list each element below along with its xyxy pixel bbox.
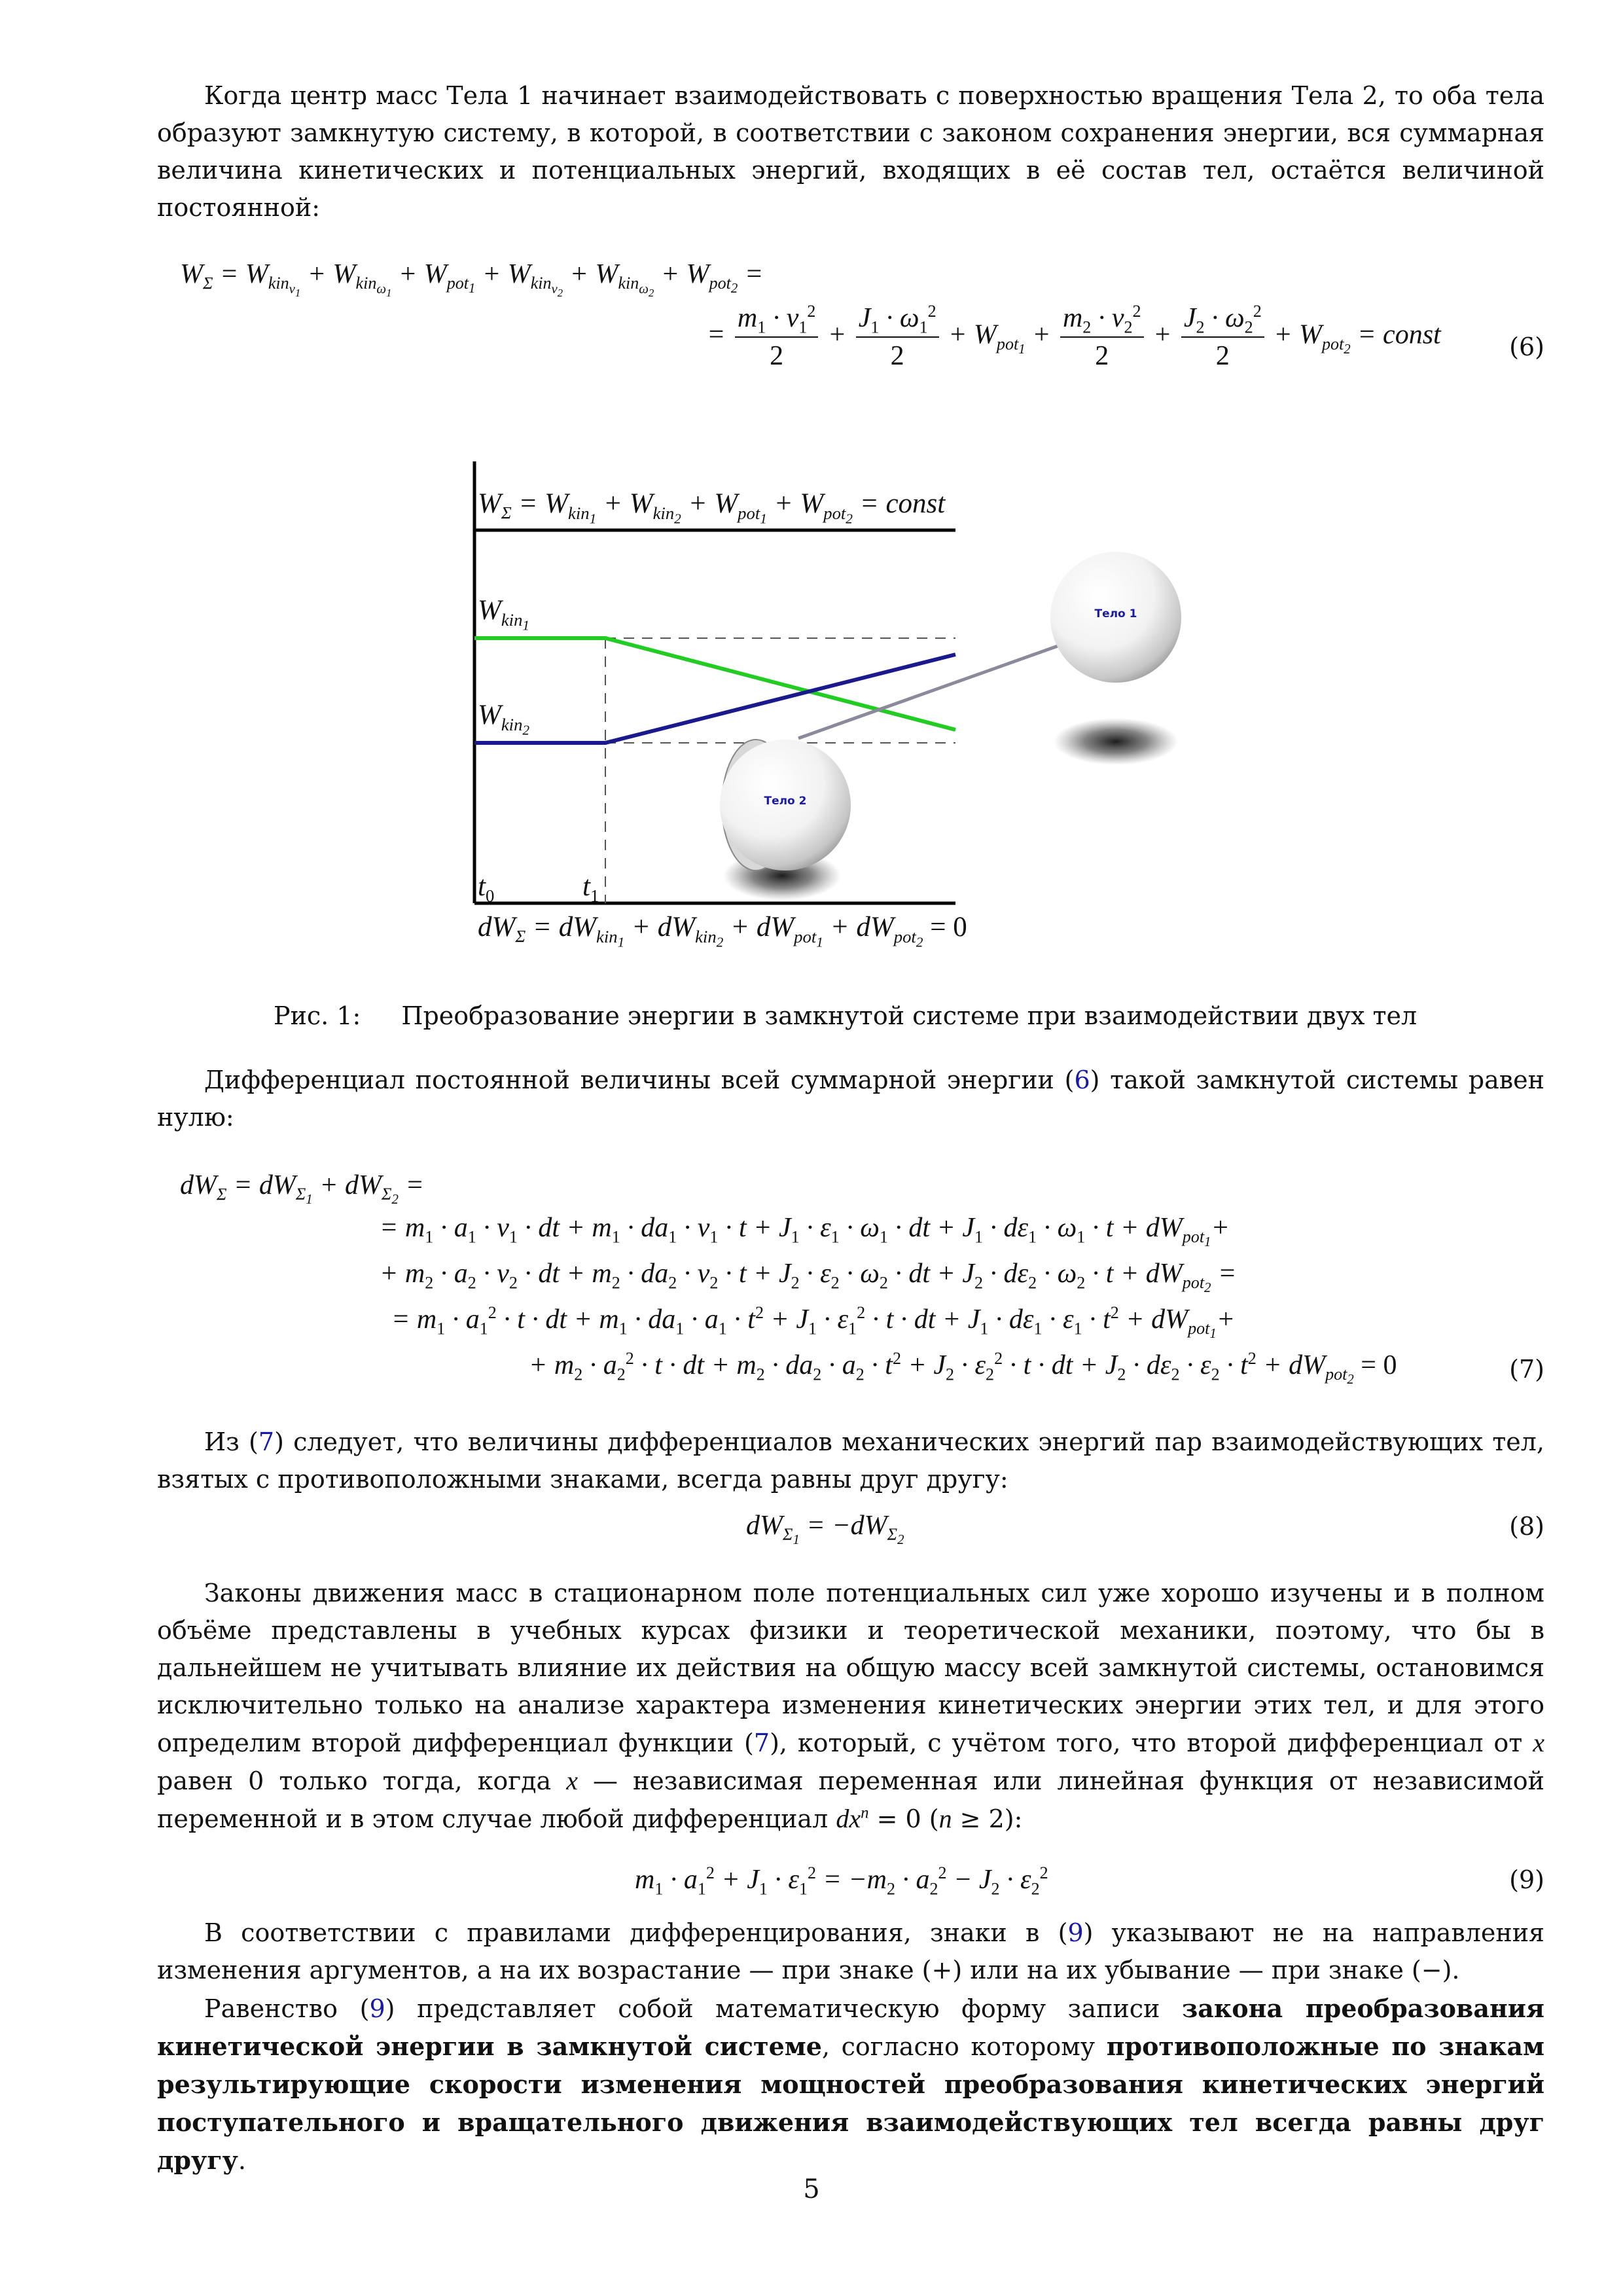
ref-eq9-second[interactable]: 9 <box>369 1994 385 2023</box>
body2-label: Тело 2 <box>764 795 807 808</box>
figure-caption <box>274 1001 1417 1030</box>
caption-prefix: Рис. 1: <box>274 1001 361 1030</box>
ref-eq9[interactable]: 9 <box>1067 1918 1084 1947</box>
law-name-bold: закона преобразования кинетической энергии в замкнутой системе <box>157 1994 1545 2061</box>
law-content-bold: противоположные по знакам результирующие скорости изменения мощностей преобразования кинетических энергий поступательного и вращательного движения взаимодействующих тел всегда равны друг другу <box>157 2032 1544 2175</box>
equation-6-line1: $W_\Sigma = W_{kin_{v_1}} + W_{kin_{\omega_1}} + W_{pot_1} + W_{kin_{v_2}} + W_{kin_{\omega_2}} + W_{pot_2}$ = <box>180 259 764 299</box>
ref-eq7[interactable]: 7 <box>258 1427 275 1456</box>
ref-eq7-second[interactable]: 7 <box>753 1729 770 1757</box>
label-differential-zero: $dW_\Sigma = dW_{kin_1} + dW_{kin_2} + dW_{pot_1} + dW_{pot_2} = 0$ <box>478 912 967 950</box>
equation-7-line3: + $m_2 \cdot a_2 \cdot v_2$ · dt + $m_2 \cdot da_2 \cdot v_2 \cdot t + J_2 \cdot \varepsilon_2 \cdot \omega_2$ · dt + $J_2 \cdot d\varepsilon_2 \cdot \omega_2 \cdot t + dW_{pot_2}$ = <box>380 1259 1237 1296</box>
energy-diagram-svg <box>458 452 1243 962</box>
paragraph-differentiation-rules: В соответствии с правилами дифференцирования, знаки в (9) указывают не на направления изменения аргументов, а на их возрастание — при знаке (+) или на их убывание — при знаке (−). <box>157 1918 1545 1984</box>
label-t0: $t_0$ <box>478 871 495 906</box>
ref-eq6[interactable]: 6 <box>1074 1066 1090 1094</box>
paragraph-law-statement: Равенство (9) представляет собой математическую форму записи закона преобразования кинетической энергии в замкнутой системе, согласно которому противоположные по знакам результирующие скорости изменения мощностей преобразования кинетических энергий поступательного и вращательного движения взаимодействующих тел всегда равны друг другу. <box>157 1994 1545 2175</box>
body1-shadow <box>1054 718 1178 765</box>
label-t1: $t_1$ <box>582 871 599 906</box>
equation-7-line5: + $m_2 \cdot a_2^2 \cdot t$ · dt + $m_2 \cdot da_2 \cdot a_2 \cdot t^2 + J_2 \cdot \varepsilon_2^2 \cdot t$ · dt + $J_2 \cdot d\varepsilon_2 \cdot \varepsilon_2 \cdot t^2 + dW_{pot_2} = 0$ <box>529 1349 1397 1388</box>
equation-7-line1: $dW_\Sigma = dW_{\Sigma_1} + dW_{\Sigma_2}$ = <box>180 1170 424 1208</box>
equation-7-line2: = $m_1 \cdot a_1 \cdot v_1$ · dt + $m_1 \cdot da_1 \cdot v_1 \cdot t + J_1 \cdot \varepsilon_1 \cdot \omega_1$ · dt + $J_1 \cdot d\varepsilon_1 \cdot \omega_1 \cdot t + dW_{pot_1}+$ <box>380 1213 1230 1250</box>
equation-8: $dW_{\Sigma_1} = -dW_{\Sigma_2}$ <box>746 1511 904 1548</box>
paragraph-motion-laws: Законы движения масс в стационарном поле потенциальных сил уже хорошо изучены и в полном объёме представлены в учебных курсах физики и теоретической механики, поэтому, что бы в дальнейшем не учитывать влияние их действия на общую массу всей замкнутой системы, остановимся исключительно только на анализе характера изменения кинетических энергии этих тел, и для этого определим второй дифференциал функции (7), который, с учётом того, что второй дифференциал от x равен 0 только тогда, когда x — независимая переменная или линейная функция от независимой переменной и в этом случае любой дифференциал $dx^n = 0$ (n ≥ 2): <box>157 1579 1545 1833</box>
equation-6-line2: = $\frac{m_1 \cdot v_1^2}{2}$ + $\frac{J_1 \cdot \omega_1^2}{2}$ + $W_{pot_1}$ + $\frac{m_2 \cdot v_2^2}{2}$ + $\frac{J_2 \cdot \omega_2^2}{2}$ + $W_{pot_2}$ = const <box>707 302 1441 371</box>
paragraph-consequence: Из (7) следует, что величины дифференциалов механических энергий пар взаимодействующих тел, взятых с противоположными знаками, всегда равны друг другу: <box>157 1427 1544 1494</box>
equation-6-number: (6) <box>1509 332 1544 361</box>
label-total-energy: $W_\Sigma = W_{kin_1} + W_{kin_2} + W_{pot_1} + W_{pot_2}$ = const <box>478 488 946 526</box>
paragraph-differential: Дифференциал постоянной величины всей суммарной энергии (6) такой замкнутой системы равен нулю: <box>157 1066 1544 1132</box>
connecting-rod <box>798 638 1080 738</box>
label-kin1: $W_{kin_1}$ <box>478 595 530 633</box>
equation-9: $m_1 \cdot a_1^2 + J_1 \cdot \varepsilon_1^2 = -m_2 \cdot a_2^2 - J_2 \cdot \varepsilon_2^2$ <box>635 1863 1048 1899</box>
label-kin2: $W_{kin_2}$ <box>478 700 530 738</box>
page-number: 5 <box>803 2174 820 2204</box>
figure-energy-diagram <box>458 452 1243 962</box>
body1-label: Тело 1 <box>1094 607 1137 620</box>
equation-8-number: (8) <box>1509 1512 1544 1541</box>
equation-7-number: (7) <box>1509 1355 1544 1384</box>
equation-9-number: (9) <box>1509 1865 1544 1894</box>
caption-text: Преобразование энергии в замкнутой системе при взаимодействии двух тел <box>401 1001 1418 1030</box>
equation-7-line4: = $m_1 \cdot a_1^2 \cdot t$ · dt + $m_1 \cdot da_1 \cdot a_1 \cdot t^2 + J_1 \cdot \varepsilon_1^2 \cdot t$ · dt + $J_1 \cdot d\varepsilon_1 \cdot \varepsilon_1 \cdot t^2 + dW_{pot_1}+$ <box>391 1303 1236 1342</box>
paragraph-intro: Когда центр масс Тела 1 начинает взаимодействовать с поверхностью вращения Тела 2, то оба тела образуют замкнутую систему, в которой, в соответствии с законом сохранения энергии, вся суммарная величина кинетических и потенциальных энергий, входящих в её состав тел, остаётся величиной постоянной: <box>157 81 1544 222</box>
